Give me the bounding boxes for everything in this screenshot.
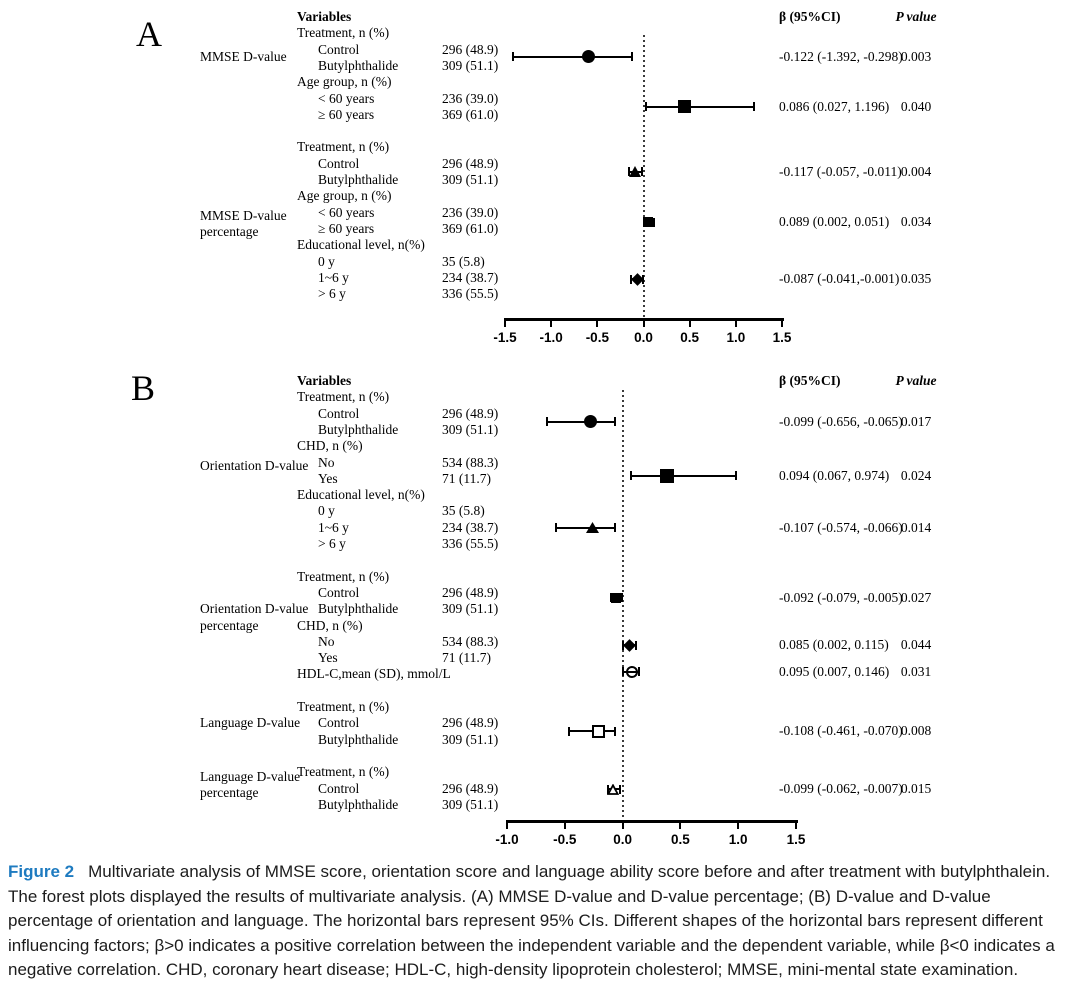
ci-cap-left <box>546 417 548 426</box>
group-label: percentage <box>200 617 259 633</box>
row-variable-label: 1~6 y <box>318 269 349 285</box>
estimate-marker-circle-open <box>626 666 638 678</box>
beta-ci-value: -0.092 (-0.079, -0.005) <box>779 589 903 605</box>
beta-ci-value: -0.108 (-0.461, -0.070) <box>779 723 903 739</box>
x-axis-tick <box>622 820 624 829</box>
row-variable-label: Treatment, n (%) <box>297 25 390 41</box>
beta-ci-value: -0.107 (-0.574, -0.066) <box>779 519 903 535</box>
x-axis-tick <box>679 820 681 829</box>
row-count-value: 296 (48.9) <box>442 715 499 731</box>
row-variable-label: 0 y <box>318 253 335 269</box>
row-count-value: 336 (55.5) <box>442 536 499 551</box>
p-value: 0.027 <box>900 589 932 605</box>
row-count-value: 236 (39.0) <box>442 204 499 220</box>
column-header-pvalue: P value <box>895 373 937 388</box>
ci-cap-right <box>621 593 623 602</box>
x-axis-tick <box>795 820 797 829</box>
x-axis-tick-label: 1.0 <box>728 832 748 847</box>
ci-cap-right <box>619 785 621 794</box>
row-count-value: 236 (39.0) <box>442 90 499 106</box>
x-axis-tick-label: -0.5 <box>553 832 577 847</box>
row-variable-label: Educational level, n(%) <box>297 487 425 503</box>
column-header-variables: Variables <box>297 373 352 388</box>
x-axis-tick-label: 0.5 <box>680 330 700 345</box>
beta-ci-value: -0.087 (-0.041,-0.001) <box>779 271 900 287</box>
ci-cap-right <box>735 471 737 480</box>
row-variable-label: Butylphthalide <box>318 601 399 617</box>
beta-ci-value: 0.085 (0.002, 0.115) <box>779 637 889 653</box>
row-count-value: 234 (38.7) <box>442 519 499 535</box>
row-variable-label: < 60 years <box>318 204 375 220</box>
ci-line <box>547 421 615 423</box>
x-axis-tick-label: -1.5 <box>493 330 517 345</box>
x-axis-tick-label: 0.5 <box>671 832 690 847</box>
p-value: 0.008 <box>900 723 932 739</box>
ci-cap-right <box>638 667 640 676</box>
row-count-value: 71 (11.7) <box>442 470 491 486</box>
row-count-value: 296 (48.9) <box>442 405 499 421</box>
panel-letter: A <box>136 14 162 54</box>
row-variable-label: Butylphthalide <box>318 57 399 73</box>
beta-ci-value: -0.099 (-0.062, -0.007) <box>779 781 903 797</box>
row-variable-label: > 6 y <box>318 536 346 551</box>
group-label: Language D-value <box>200 715 301 731</box>
row-variable-label: HDL-C,mean (SD), mmol/L <box>297 666 451 682</box>
row-count-value: 296 (48.9) <box>442 155 499 171</box>
row-variable-label: 0 y <box>318 503 335 519</box>
p-value: 0.024 <box>900 467 932 483</box>
row-variable-label: Age group, n (%) <box>297 74 392 90</box>
row-variable-label: < 60 years <box>318 90 375 106</box>
p-value: 0.004 <box>900 163 932 179</box>
x-axis-tick-label: -1.0 <box>495 832 519 847</box>
panel-letter: B <box>131 368 156 408</box>
x-axis-tick-label: -1.0 <box>539 330 563 345</box>
beta-ci-value: 0.086 (0.027, 1.196) <box>779 98 890 114</box>
column-header-variables: Variables <box>297 9 352 24</box>
row-count-value: 309 (51.1) <box>442 421 499 437</box>
x-axis-tick-label: 0.0 <box>613 832 632 847</box>
row-count-value: 296 (48.9) <box>442 41 499 57</box>
p-value: 0.034 <box>900 214 932 230</box>
column-header-beta: β (95%CI) <box>779 373 841 388</box>
row-variable-label: > 6 y <box>318 286 346 302</box>
row-variable-label: Treatment, n (%) <box>297 764 390 780</box>
ci-cap-right <box>614 727 616 736</box>
estimate-marker-square-open <box>592 725 605 738</box>
x-axis-tick-label: 0.0 <box>634 330 653 345</box>
column-header-beta: β (95%CI) <box>779 9 841 24</box>
row-count-value: 336 (55.5) <box>442 286 499 302</box>
row-variable-label: Control <box>318 780 360 796</box>
p-value: 0.031 <box>900 663 932 679</box>
row-variable-label: Treatment, n (%) <box>297 389 390 405</box>
x-axis-line <box>507 820 798 823</box>
group-label: Orientation D-value <box>200 601 309 617</box>
estimate-marker-square <box>660 469 674 483</box>
figure-caption <box>8 860 1072 983</box>
group-label: MMSE D-value <box>200 48 287 64</box>
row-count-value: 534 (88.3) <box>442 633 499 649</box>
row-count-value: 309 (51.1) <box>442 601 499 617</box>
x-axis-tick <box>737 820 739 829</box>
row-variable-label: Butylphthalide <box>318 731 399 747</box>
row-count-value: 296 (48.9) <box>442 584 499 600</box>
row-variable-label: Butylphthalide <box>318 421 399 437</box>
row-count-value: 309 (51.1) <box>442 57 499 73</box>
ci-line <box>631 475 736 477</box>
beta-ci-value: -0.117 (-0.057, -0.011) <box>779 163 902 179</box>
group-label: percentage <box>200 224 259 240</box>
row-count-value: 234 (38.7) <box>442 269 499 285</box>
group-label: Language D-value <box>200 769 301 785</box>
ci-cap-left <box>622 667 624 676</box>
beta-ci-value: -0.099 (-0.656, -0.065) <box>779 413 903 429</box>
row-count-value: 534 (88.3) <box>442 454 499 470</box>
beta-ci-value: 0.095 (0.007, 0.146) <box>779 663 890 679</box>
x-axis-tick-label: 1.5 <box>772 330 792 345</box>
group-label: Orientation D-value <box>200 457 309 473</box>
row-variable-label: No <box>318 633 335 649</box>
row-variable-label: Butylphthalide <box>318 172 399 187</box>
zero-reference-line <box>622 390 624 820</box>
group-label: percentage <box>200 785 259 801</box>
p-value: 0.040 <box>900 98 932 114</box>
row-variable-label: ≥ 60 years <box>318 106 375 122</box>
row-count-value: 309 (51.1) <box>442 796 499 812</box>
estimate-marker-triangle <box>586 522 599 533</box>
group-label: MMSE D-value <box>200 207 287 223</box>
row-variable-label: ≥ 60 years <box>318 220 375 236</box>
row-variable-label: Control <box>318 155 360 171</box>
row-count-value: 35 (5.8) <box>442 503 485 519</box>
figure-caption-label: Figure 2 <box>8 862 75 881</box>
estimate-marker-circle <box>584 415 597 428</box>
row-variable-label: No <box>318 454 335 470</box>
row-variable-label: Butylphthalide <box>318 796 399 812</box>
ci-line <box>556 527 615 529</box>
x-axis-tick-label: -0.5 <box>585 330 609 345</box>
beta-ci-value: 0.094 (0.067, 0.974) <box>779 467 890 483</box>
row-variable-label: 1~6 y <box>318 519 349 535</box>
x-axis-tick <box>564 820 566 829</box>
x-axis-tick <box>506 820 508 829</box>
row-variable-label: Control <box>318 584 360 600</box>
row-count-value: 309 (51.1) <box>442 731 499 747</box>
p-value: 0.044 <box>900 637 932 653</box>
estimate-marker-square <box>611 593 621 603</box>
p-value: 0.014 <box>900 519 932 535</box>
row-variable-label: Age group, n (%) <box>297 188 392 204</box>
row-variable-label: Treatment, n (%) <box>297 699 390 714</box>
row-variable-label: Treatment, n (%) <box>297 139 390 155</box>
row-variable-label: Treatment, n (%) <box>297 568 390 584</box>
row-variable-label: Control <box>318 41 360 57</box>
p-value: 0.003 <box>900 48 932 64</box>
x-axis-tick-label: 1.5 <box>786 832 806 847</box>
estimate-marker-triangle-open <box>607 784 619 795</box>
row-variable-label: Yes <box>318 470 338 486</box>
ci-cap-right <box>614 417 616 426</box>
row-count-value: 296 (48.9) <box>442 780 499 796</box>
ci-cap-left <box>568 727 570 736</box>
row-count-value: 369 (61.0) <box>442 220 499 236</box>
row-variable-label: Control <box>318 405 360 421</box>
row-count-value: 369 (61.0) <box>442 106 499 122</box>
row-variable-label: Educational level, n(%) <box>297 237 425 253</box>
figure-caption-text: Multivariate analysis of MMSE score, orientation score and language ability score before and after treatment with butylphthalein. The forest plots displayed the results of multivariate analysis. (A) MMSE D-value and D-value percentage; (B) D-value and D-value percentage of orientation and language. The horizontal bars represent 95% CIs. Different shapes of the horizontal bars represent different influencing factors; β>0 indicates a positive correlation between the independent variable and the dependent variable, while β<0 indicates a negative correlation. CHD, coronary heart disease; HDL-C, high-density lipoprotein cholesterol; MMSE, mini-mental state examination. <box>8 862 1055 979</box>
p-value: 0.017 <box>900 413 932 429</box>
row-count-value: 71 (11.7) <box>442 650 491 666</box>
ci-cap-right <box>614 523 616 532</box>
x-axis-tick-label: 1.0 <box>726 330 746 345</box>
ci-cap-left <box>555 523 557 532</box>
row-count-value: 35 (5.8) <box>442 253 485 269</box>
row-variable-label: CHD, n (%) <box>297 617 363 633</box>
row-variable-label: Control <box>318 715 360 731</box>
p-value: 0.015 <box>900 781 932 797</box>
beta-ci-value: 0.089 (0.002, 0.051) <box>779 214 890 230</box>
row-count-value: 309 (51.1) <box>442 172 499 187</box>
ci-cap-left <box>630 471 632 480</box>
p-value: 0.035 <box>900 271 932 287</box>
row-variable-label: CHD, n (%) <box>297 438 363 454</box>
row-variable-label: Yes <box>318 650 338 666</box>
column-header-pvalue: P value <box>895 9 937 24</box>
beta-ci-value: -0.122 (-1.392, -0.298) <box>779 48 903 64</box>
